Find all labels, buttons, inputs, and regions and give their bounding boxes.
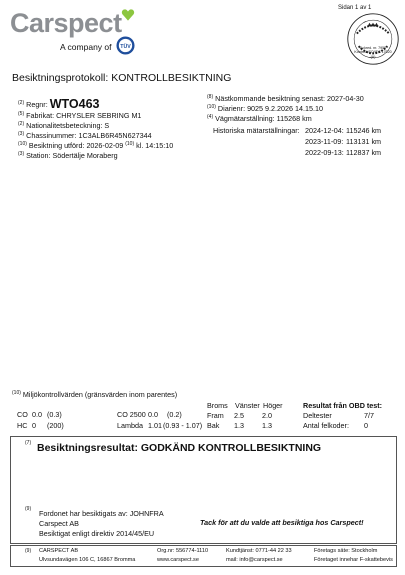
chassis-row: $^{(3)}$ Chassinummer: 1C3ALB6R45N627344 (18, 131, 152, 140)
footer-ref: (9) (25, 548, 32, 554)
brake-row-label: Bak (207, 421, 220, 430)
result-directive: Besiktigat enligt direktiv 2014/45/EU (39, 529, 155, 538)
result-ref: (7) (25, 440, 32, 446)
signer-text: Fordonet har besiktigats av: JOHNFRA (39, 509, 164, 518)
result-company: Carspect AB (39, 519, 79, 528)
time-text: kl. 14:15:10 (136, 141, 174, 150)
obd-faults-value: 0 (364, 421, 368, 430)
nationality-text: Nationalitetsbeteckning: S (26, 121, 110, 130)
page-indicator: Sidan 1 av 1 (338, 5, 372, 11)
footer-phone: Kundtjänst: 0771-44 22 33 (226, 548, 292, 554)
tuv-logo (116, 36, 135, 55)
co-label: CO (17, 410, 28, 419)
regnr-label: Regnr: (26, 100, 48, 109)
brake-row-right: 2.0 (262, 411, 272, 420)
brake-row-right: 1.3 (262, 421, 272, 430)
seal-text: Ackred. nr. 7952 Kontroll ISO/IEC 17020 (A) (354, 46, 392, 59)
tuv-label: TÜV (120, 43, 131, 50)
footer-company: CARSPECT AB (39, 548, 79, 554)
regnr-row: $^{(2)}$ Regnr: WTO463 (18, 97, 100, 111)
footer-org: Org.nr: 556774-1110 (157, 548, 209, 554)
history-value: 115246 km (346, 126, 382, 135)
hc-value: 0 (32, 421, 36, 430)
emissions-title: Miljökontrollvärden (gränsvärden inom parentes) (22, 390, 178, 399)
co2500-limit: (0.2) (167, 410, 182, 419)
next-inspection-row: $^{(8)}$ Nästkommande besiktning senast: 2027-04-30 (207, 94, 364, 103)
make-text: Fabrikat: CHRYSLER SEBRING M1 (26, 111, 142, 120)
history-date: 2024-12-04: (305, 126, 344, 135)
co-value: 0.0 (32, 410, 42, 419)
lambda-limit: (0.93 - 1.07) (163, 421, 203, 430)
brakes-title: Broms (207, 401, 228, 410)
footer-seat: Företags säte: Stockholm (314, 548, 378, 554)
history-date: 2022-09-13: (305, 148, 344, 157)
brake-row-left: 1.3 (234, 421, 244, 430)
chassis-text: Chassinummer: 1C3ALB6R45N627344 (26, 131, 152, 140)
next-inspection-text: Nästkommande besiktning senast: 2027-04-30 (215, 94, 364, 103)
heart-icon (121, 8, 135, 22)
nationality-row: $^{(2)}$ Nationalitetsbeteckning: S (18, 121, 110, 130)
obd-title: Resultat från OBD test: (303, 401, 383, 410)
history-label: Historiska mätarställningar: (213, 126, 300, 135)
date-text: Besiktning utförd: 2026-02-09 (28, 141, 124, 150)
hc-label: HC (17, 421, 28, 430)
carspect-logo: Carspect (10, 8, 122, 38)
obd-tests-value: 7/7 (364, 411, 374, 420)
co2500-value: 0.0 (148, 410, 158, 419)
emissions-title-row: $^{(10)}$ Miljökontrollvärden (gränsvärden inom parentes) (12, 390, 178, 399)
odometer-text: Vägmätarställning: 115268 km (215, 114, 312, 123)
co2500-label: CO 2500 (117, 410, 146, 419)
lambda-value: 1.01 (148, 421, 162, 430)
hc-limit: (200) (47, 421, 64, 430)
diary-text: Diarienr: 9025 9.2.2026 14.15.10 (217, 104, 324, 113)
co-limit: (0.3) (47, 410, 62, 419)
history-value: 113131 km (346, 137, 382, 146)
company-tagline: A company of (60, 42, 112, 52)
obd-tests-label: Deltester (303, 411, 332, 420)
lambda-label: Lambda (117, 421, 143, 430)
protocol-title: Besiktningsprotokoll: KONTROLLBESIKTNING (12, 72, 232, 84)
make-row: $^{(5)}$ Fabrikat: CHRYSLER SEBRING M1 (18, 111, 142, 120)
result-title: Besiktningsresultat: GODKÄND KONTROLLBESIKTNING (37, 442, 322, 454)
obd-faults-label: Antal felkoder: (303, 421, 349, 430)
diary-row: $^{(10)}$ Diarienr: 9025 9.2.2026 14.15.10 (207, 104, 324, 113)
brakes-left-header: Vänster (235, 401, 260, 410)
station-text: Station: Södertälje Moraberg (26, 151, 118, 160)
date-row: $^{(10)}$ Besiktning utförd: 2026-02-09 $^{(10)}$ kl. 14:15:10 (18, 141, 174, 150)
footer-mail: mail: info@carspect.se (226, 557, 283, 563)
brake-row-label: Fram (207, 411, 224, 420)
brakes-right-header: Höger (263, 401, 283, 410)
history-date: 2023-11-09: (305, 137, 344, 146)
footer-web: www.carspect.se (157, 557, 199, 563)
history-value: 112837 km (346, 148, 382, 157)
footer-address: Ulvsundavägen 106 C, 16867 Bromma (39, 557, 136, 563)
brake-row-left: 2.5 (234, 411, 244, 420)
signer-ref: (9) (25, 506, 32, 512)
regnr-value: WTO463 (49, 97, 100, 111)
station-row: $^{(3)}$ Station: Södertälje Moraberg (18, 151, 118, 160)
odometer-row: $^{(4)}$ Vägmätarställning: 115268 km (207, 114, 312, 123)
footer-tax: Företaget innehar F-skattebevis (314, 557, 393, 563)
thanks-text: Tack för att du valde att besiktiga hos Carspect! (200, 518, 364, 527)
